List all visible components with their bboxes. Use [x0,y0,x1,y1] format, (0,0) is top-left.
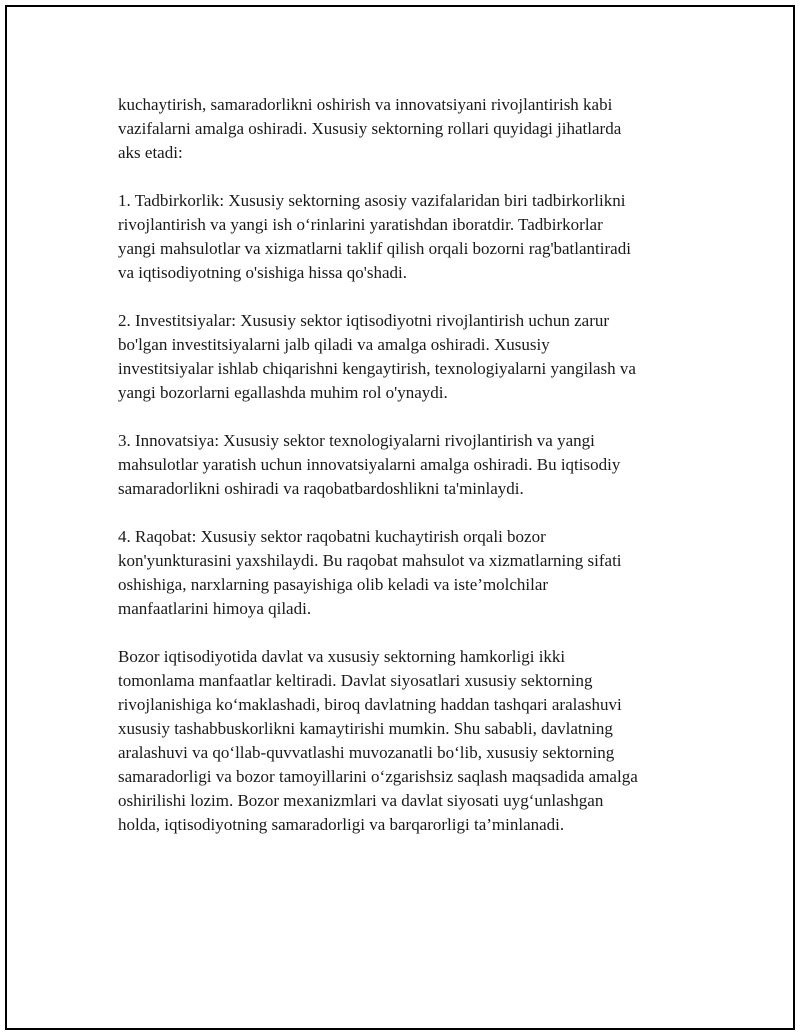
document-body [118,93,698,861]
paragraph-innovation: 3. Innovatsiya: Xususiy sektor texnologiyalarni rivojlantirish va yangi mahsulotlar yaratish uchun innovatsiyalarni amalga oshiradi. Bu iqtisodiy samaradorlikni oshiradi va raqobatbardoshlikni ta'minlaydi. [118,431,621,498]
paragraph-competition: 4. Raqobat: Xususiy sektor raqobatni kuchaytirish orqali bozor kon'yunkturasini yaxshilaydi. Bu raqobat mahsulot va xizmatlarning sifati oshishiga, narxlarning pasayishiga olib keladi va iste’molchilar manfaatlarini himoya qiladi. [118,527,622,618]
paragraph-conclusion: Bozor iqtisodiyotida davlat va xususiy sektorning hamkorligi ikki tomonlama manfaatlar keltiradi. Davlat siyosatlari xususiy sektorning rivojlanishiga ko‘maklashadi, biroq davlatning haddan tashqari aralashuvi xususiy tashabbuskorlikni kamaytirishi mumkin. Shu sababli, davlatning aralashuvi va qo‘llab-quvvatlashi muvozanatli bo‘lib, xususiy sektorning samaradorligi va bozor tamoyillarini o‘zgarishsiz saqlash maqsadida amalga oshirilishi lozim. Bozor mexanizmlari va davlat siyosati uyg‘unlashgan holda, iqtisodiyotning samaradorligi va barqarorligi ta’minlanadi. [118,647,638,834]
paragraph-investments: 2. Investitsiyalar: Xususiy sektor iqtisodiyotni rivojlantirish uchun zarur bo'lgan investitsiyalarni jalb qiladi va amalga oshiradi. Xususiy investitsiyalar ishlab chiqarishni kengaytirish, texnologiyalarni yangilash va yangi bozorlarni egallashda muhim rol o'ynaydi. [118,311,636,402]
paragraph-intro: kuchaytirish, samaradorlikni oshirish va innovatsiyani rivojlantirish kabi vazifalarni amalga oshiradi. Xususiy sektorning rollari quyidagi jihatlarda aks etadi: [118,95,622,162]
paragraph-entrepreneurship: 1. Tadbirkorlik: Xususiy sektorning asosiy vazifalaridan biri tadbirkorlikni rivojlantirish va yangi ish o‘rinlarini yaratishdan iboratdir. Tadbirkorlar yangi mahsulotlar va xizmatlarni taklif qilish orqali bozorni rag'batlantiradi va iqtisodiyotning o'sishiga hissa qo'shadi. [118,191,631,282]
